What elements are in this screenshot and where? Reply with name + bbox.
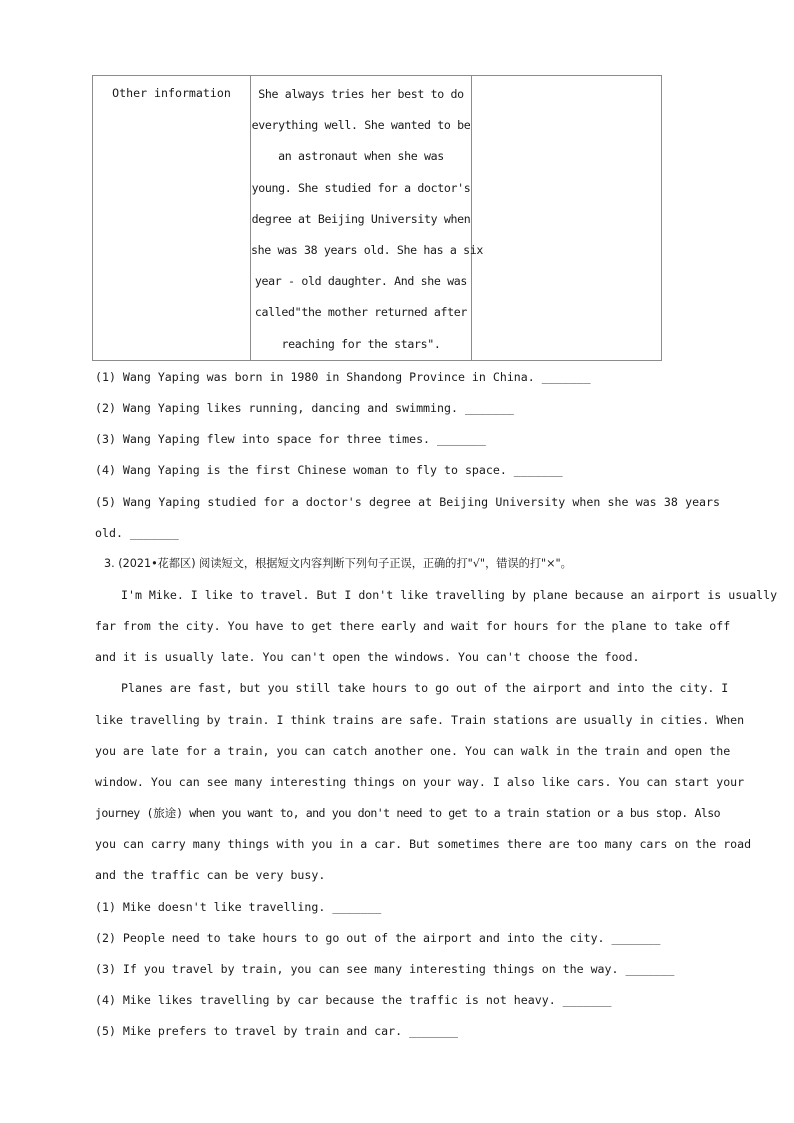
passage-line: journey (旅途) when you want to, and you don't need to get to a train station or a bus stop. Also bbox=[95, 806, 720, 820]
passage-line: you can carry many things with you in a car. But sometimes there are too many cars on the road bbox=[95, 837, 752, 851]
table-line: young. She studied for a doctor's bbox=[251, 180, 471, 195]
question-item: (4) Mike likes travelling by car because the traffic is not heavy. _______ bbox=[95, 993, 612, 1007]
passage-line: window. You can see many interesting things on your way. I also like cars. You can start your bbox=[95, 775, 745, 789]
table-label: Other information bbox=[112, 86, 231, 100]
passage-line: far from the city. You have to get there early and wait for hours for the plane to take off bbox=[95, 619, 731, 633]
table-content-cell bbox=[251, 76, 484, 361]
table-line: she was 38 years old. She has a six bbox=[251, 242, 484, 257]
question-item: old. _______ bbox=[95, 526, 179, 540]
passage-line: and the traffic can be very busy. bbox=[95, 868, 326, 882]
table-line: She always tries her best to do bbox=[258, 87, 464, 101]
question-item: (5) Wang Yaping studied for a doctor's degree at Beijing University when she was 38 years bbox=[95, 495, 720, 509]
table-line: degree at Beijing University when bbox=[251, 211, 471, 226]
passage-line: like travelling by train. I think trains are safe. Train stations are usually in cities. When bbox=[95, 713, 745, 727]
table-line: called"the mother returned after bbox=[254, 305, 468, 320]
passage-line: I'm Mike. I like to travel. But I don't like travelling by plane because an airport is usually bbox=[121, 588, 778, 602]
question-item: (2) People need to take hours to go out of the airport and into the city. _______ bbox=[95, 931, 661, 945]
table-line: year - old daughter. And she was bbox=[254, 274, 468, 289]
passage-line: you are late for a train, you can catch another one. You can walk in the train and open the bbox=[95, 744, 731, 758]
passage-line: Planes are fast, but you still take hours to go out of the airport and into the city. I bbox=[121, 681, 729, 695]
question-item: (4) Wang Yaping is the first Chinese woman to fly to space. _______ bbox=[95, 463, 563, 477]
info-table bbox=[92, 75, 662, 361]
table-line: everything well. She wanted to be bbox=[251, 118, 471, 133]
table-label-cell bbox=[93, 76, 251, 361]
passage-line: and it is usually late. You can't open the windows. You can't choose the food. bbox=[95, 650, 640, 664]
table-content-text bbox=[251, 76, 484, 360]
table-line: an astronaut when she was bbox=[278, 149, 444, 164]
question-item: (5) Mike prefers to travel by train and car. _______ bbox=[95, 1024, 458, 1038]
section-heading: 3. (2021•花都区) 阅读短文，根据短文内容判断下列句子正误，正确的打"√"，错误的打"×"。 bbox=[104, 557, 572, 570]
question-item: (1) Wang Yaping was born in 1980 in Shandong Province in China. _______ bbox=[95, 370, 591, 384]
question-item: (2) Wang Yaping likes running, dancing and swimming. _______ bbox=[95, 401, 514, 415]
question-item: (1) Mike doesn't like travelling. _______ bbox=[95, 900, 382, 914]
table-empty-cell bbox=[472, 76, 662, 361]
table-row bbox=[93, 76, 662, 361]
question-item: (3) Wang Yaping flew into space for three times. _______ bbox=[95, 432, 486, 446]
table-line: reaching for the stars". bbox=[281, 336, 441, 351]
question-item: (3) If you travel by train, you can see many interesting things on the way. _______ bbox=[95, 962, 675, 976]
